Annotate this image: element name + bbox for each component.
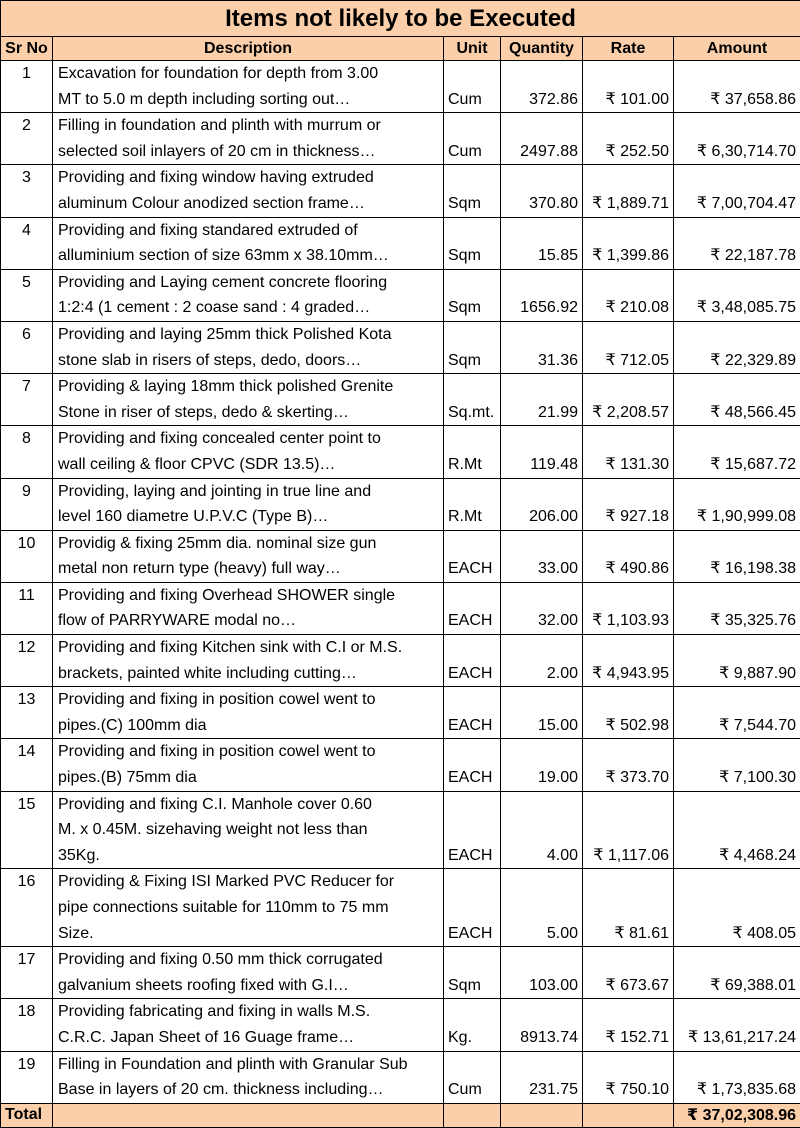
rate-cell: ₹ 712.05 bbox=[583, 321, 674, 373]
sr-no-cell: 13 bbox=[1, 687, 53, 739]
rate-cell: ₹ 2,208.57 bbox=[583, 374, 674, 426]
table-row bbox=[1, 269, 800, 321]
sr-no-cell: 4 bbox=[1, 217, 53, 269]
sr-no-cell: 11 bbox=[1, 582, 53, 634]
quantity-cell: 4.00 bbox=[501, 791, 583, 869]
rate-cell: ₹ 252.50 bbox=[583, 113, 674, 165]
table-row bbox=[1, 165, 800, 217]
description-cell: Providing and fixing in position cowel went to pipes.(C) 100mm dia bbox=[53, 687, 444, 739]
unit-cell: Cum bbox=[444, 113, 501, 165]
rate-cell: ₹ 373.70 bbox=[583, 739, 674, 791]
rate-cell: ₹ 1,117.06 bbox=[583, 791, 674, 869]
unit-cell: Sqm bbox=[444, 217, 501, 269]
rate-cell: ₹ 101.00 bbox=[583, 61, 674, 113]
unit-cell: Sqm bbox=[444, 269, 501, 321]
table-row bbox=[1, 374, 800, 426]
header-rate: Rate bbox=[583, 37, 674, 61]
sr-no-cell: 12 bbox=[1, 635, 53, 687]
amount-cell: ₹ 7,544.70 bbox=[674, 687, 800, 739]
quantity-cell: 2.00 bbox=[501, 635, 583, 687]
description-cell: Providing and fixing concealed center point to wall ceiling & floor CPVC (SDR 13.5)… bbox=[53, 426, 444, 478]
table-row bbox=[1, 791, 800, 869]
amount-cell: ₹ 7,100.30 bbox=[674, 739, 800, 791]
unit-cell: Cum bbox=[444, 1051, 501, 1103]
header-unit: Unit bbox=[444, 37, 501, 61]
description-cell: Filling in Foundation and plinth with Granular Sub Base in layers of 20 cm. thickness including… bbox=[53, 1051, 444, 1103]
rate-cell: ₹ 152.71 bbox=[583, 999, 674, 1051]
table-row bbox=[1, 217, 800, 269]
quantity-cell: 372.86 bbox=[501, 61, 583, 113]
sr-no-cell: 10 bbox=[1, 530, 53, 582]
header-description: Description bbox=[53, 37, 444, 61]
unit-cell: EACH bbox=[444, 687, 501, 739]
amount-cell: ₹ 13,61,217.24 bbox=[674, 999, 800, 1051]
table-row bbox=[1, 478, 800, 530]
unit-cell: EACH bbox=[444, 739, 501, 791]
quantity-cell: 1656.92 bbox=[501, 269, 583, 321]
unit-cell: Kg. bbox=[444, 999, 501, 1051]
unit-cell: Sq.mt. bbox=[444, 374, 501, 426]
table-row bbox=[1, 61, 800, 113]
unit-cell: EACH bbox=[444, 635, 501, 687]
total-amount: ₹ 37,02,308.96 bbox=[674, 1103, 800, 1127]
sr-no-cell: 14 bbox=[1, 739, 53, 791]
unit-cell: EACH bbox=[444, 869, 501, 947]
unit-cell: Sqm bbox=[444, 321, 501, 373]
sr-no-cell: 19 bbox=[1, 1051, 53, 1103]
header-amount: Amount bbox=[674, 37, 800, 61]
quantity-cell: 31.36 bbox=[501, 321, 583, 373]
sr-no-cell: 3 bbox=[1, 165, 53, 217]
table-row bbox=[1, 1051, 800, 1103]
sr-no-cell: 9 bbox=[1, 478, 53, 530]
amount-cell: ₹ 9,887.90 bbox=[674, 635, 800, 687]
header-row bbox=[1, 37, 800, 61]
quantity-cell: 119.48 bbox=[501, 426, 583, 478]
description-cell: Providing & laying 18mm thick polished Grenite Stone in riser of steps, dedo & skerting… bbox=[53, 374, 444, 426]
amount-cell: ₹ 16,198.38 bbox=[674, 530, 800, 582]
sr-no-cell: 6 bbox=[1, 321, 53, 373]
rate-cell: ₹ 927.18 bbox=[583, 478, 674, 530]
amount-cell: ₹ 1,73,835.68 bbox=[674, 1051, 800, 1103]
quantity-cell: 8913.74 bbox=[501, 999, 583, 1051]
amount-cell: ₹ 48,566.45 bbox=[674, 374, 800, 426]
table-title: Items not likely to be Executed bbox=[1, 1, 800, 37]
amount-cell: ₹ 37,658.86 bbox=[674, 61, 800, 113]
rate-cell: ₹ 1,103.93 bbox=[583, 582, 674, 634]
unit-cell: Sqm bbox=[444, 947, 501, 999]
amount-cell: ₹ 6,30,714.70 bbox=[674, 113, 800, 165]
description-cell: Providing and fixing Overhead SHOWER single flow of PARRYWARE modal no… bbox=[53, 582, 444, 634]
sr-no-cell: 8 bbox=[1, 426, 53, 478]
description-cell: Excavation for foundation for depth from 3.00 MT to 5.0 m depth including sorting out… bbox=[53, 61, 444, 113]
description-cell: Providing and fixing window having extruded aluminum Colour anodized section frame… bbox=[53, 165, 444, 217]
amount-cell: ₹ 7,00,704.47 bbox=[674, 165, 800, 217]
description-cell: Providing, laying and jointing in true line and level 160 diametre U.P.V.C (Type B)… bbox=[53, 478, 444, 530]
rate-cell: ₹ 502.98 bbox=[583, 687, 674, 739]
table-row bbox=[1, 739, 800, 791]
rate-cell: ₹ 673.67 bbox=[583, 947, 674, 999]
sr-no-cell: 7 bbox=[1, 374, 53, 426]
sr-no-cell: 18 bbox=[1, 999, 53, 1051]
amount-cell: ₹ 3,48,085.75 bbox=[674, 269, 800, 321]
header-sr-no: Sr No bbox=[1, 37, 53, 61]
unit-cell: Sqm bbox=[444, 165, 501, 217]
quantity-cell: 15.00 bbox=[501, 687, 583, 739]
quantity-cell: 33.00 bbox=[501, 530, 583, 582]
sr-no-cell: 15 bbox=[1, 791, 53, 869]
total-label: Total bbox=[1, 1103, 53, 1127]
table-row bbox=[1, 635, 800, 687]
title-row bbox=[1, 1, 800, 37]
table-row bbox=[1, 687, 800, 739]
description-cell: Providing fabricating and fixing in walls M.S. C.R.C. Japan Sheet of 16 Guage frame… bbox=[53, 999, 444, 1051]
quantity-cell: 5.00 bbox=[501, 869, 583, 947]
sr-no-cell: 16 bbox=[1, 869, 53, 947]
sr-no-cell: 1 bbox=[1, 61, 53, 113]
total-empty-cell bbox=[444, 1103, 501, 1127]
header-quantity: Quantity bbox=[501, 37, 583, 61]
sr-no-cell: 2 bbox=[1, 113, 53, 165]
quantity-cell: 103.00 bbox=[501, 947, 583, 999]
unit-cell: EACH bbox=[444, 582, 501, 634]
amount-cell: ₹ 15,687.72 bbox=[674, 426, 800, 478]
table-row bbox=[1, 321, 800, 373]
description-cell: Providing & Fixing ISI Marked PVC Reducer for pipe connections suitable for 110mm to 75 mm Size. bbox=[53, 869, 444, 947]
rate-cell: ₹ 1,399.86 bbox=[583, 217, 674, 269]
description-cell: Providing and fixing Kitchen sink with C.I or M.S. brackets, painted white including cutting… bbox=[53, 635, 444, 687]
amount-cell: ₹ 22,329.89 bbox=[674, 321, 800, 373]
unit-cell: EACH bbox=[444, 530, 501, 582]
description-cell: Providing and fixing C.I. Manhole cover 0.60 M. x 0.45M. sizehaving weight not less than 35Kg. bbox=[53, 791, 444, 869]
total-empty-cell bbox=[583, 1103, 674, 1127]
sr-no-cell: 17 bbox=[1, 947, 53, 999]
description-cell: Filling in foundation and plinth with murrum or selected soil inlayers of 20 cm in thickness… bbox=[53, 113, 444, 165]
amount-cell: ₹ 408.05 bbox=[674, 869, 800, 947]
quantity-cell: 2497.88 bbox=[501, 113, 583, 165]
quantity-cell: 370.80 bbox=[501, 165, 583, 217]
description-cell: Providing and fixing in position cowel went to pipes.(B) 75mm dia bbox=[53, 739, 444, 791]
unit-cell: R.Mt bbox=[444, 478, 501, 530]
unit-cell: R.Mt bbox=[444, 426, 501, 478]
quantity-cell: 21.99 bbox=[501, 374, 583, 426]
description-cell: Providing and Laying cement concrete flooring 1:2:4 (1 cement : 2 coase sand : 4 graded… bbox=[53, 269, 444, 321]
amount-cell: ₹ 1,90,999.08 bbox=[674, 478, 800, 530]
amount-cell: ₹ 4,468.24 bbox=[674, 791, 800, 869]
quantity-cell: 32.00 bbox=[501, 582, 583, 634]
quantity-cell: 206.00 bbox=[501, 478, 583, 530]
description-cell: Providing and laying 25mm thick Polished Kota stone slab in risers of steps, dedo, doors… bbox=[53, 321, 444, 373]
table-row bbox=[1, 869, 800, 947]
amount-cell: ₹ 35,325.76 bbox=[674, 582, 800, 634]
sr-no-cell: 5 bbox=[1, 269, 53, 321]
amount-cell: ₹ 22,187.78 bbox=[674, 217, 800, 269]
description-cell: Providig & fixing 25mm dia. nominal size gun metal non return type (heavy) full way… bbox=[53, 530, 444, 582]
description-cell: Providing and fixing standared extruded of alluminium section of size 63mm x 38.10mm… bbox=[53, 217, 444, 269]
rate-cell: ₹ 131.30 bbox=[583, 426, 674, 478]
rate-cell: ₹ 210.08 bbox=[583, 269, 674, 321]
description-cell: Providing and fixing 0.50 mm thick corrugated galvanium sheets roofing fixed with G.I… bbox=[53, 947, 444, 999]
amount-cell: ₹ 69,388.01 bbox=[674, 947, 800, 999]
table-row bbox=[1, 113, 800, 165]
quantity-cell: 19.00 bbox=[501, 739, 583, 791]
rate-cell: ₹ 490.86 bbox=[583, 530, 674, 582]
table-row bbox=[1, 947, 800, 999]
unit-cell: EACH bbox=[444, 791, 501, 869]
table-row bbox=[1, 530, 800, 582]
rate-cell: ₹ 1,889.71 bbox=[583, 165, 674, 217]
total-row bbox=[1, 1103, 800, 1127]
quantity-cell: 15.85 bbox=[501, 217, 583, 269]
table-body bbox=[1, 61, 800, 1104]
unit-cell: Cum bbox=[444, 61, 501, 113]
total-empty-cell bbox=[501, 1103, 583, 1127]
rate-cell: ₹ 750.10 bbox=[583, 1051, 674, 1103]
table-row bbox=[1, 999, 800, 1051]
quantity-cell: 231.75 bbox=[501, 1051, 583, 1103]
rate-cell: ₹ 4,943.95 bbox=[583, 635, 674, 687]
rate-cell: ₹ 81.61 bbox=[583, 869, 674, 947]
table-row bbox=[1, 426, 800, 478]
table-row bbox=[1, 582, 800, 634]
total-empty-cell bbox=[53, 1103, 444, 1127]
